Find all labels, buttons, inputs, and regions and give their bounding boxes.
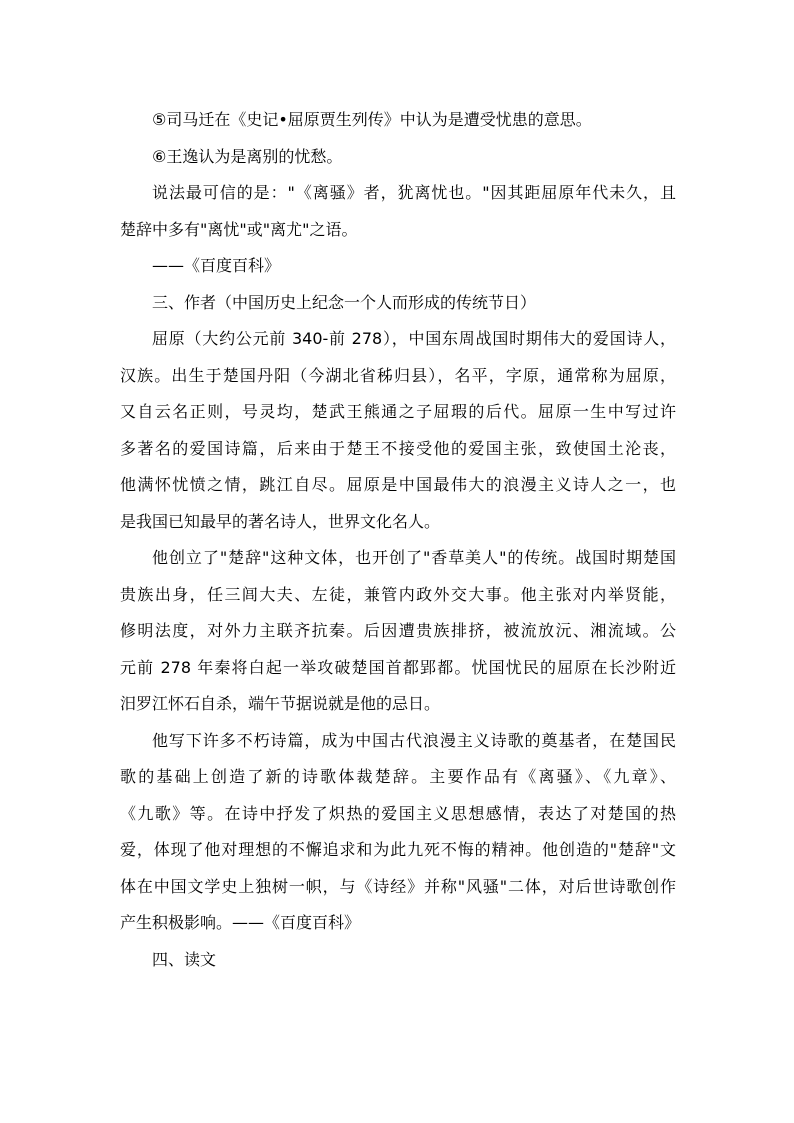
bio-3-line-4: 爱，体现了他对理想的不懈追求和为此九死不悔的精神。他创造的"楚辞"文 — [120, 840, 676, 859]
bio-1-line-4: 多著名的爱国诗篇，后来由于楚王不接受他的爱国主张，致使国土沦丧， — [120, 438, 676, 458]
biography-paragraph-2 — [120, 540, 676, 723]
biography-paragraph-1 — [120, 321, 676, 540]
bio-2-line-4: 元前 278 年秦将白起一举攻破楚国首都郢都。忧国忧民的屈原在长沙附近 — [120, 657, 676, 677]
list-item-6 — [120, 139, 676, 176]
bio-3-line-2: 歌的基础上创造了新的诗歌体裁楚辞。主要作品有《离骚》、《九章》、 — [120, 767, 676, 786]
section-3-heading — [120, 285, 676, 322]
bio-3-line-3: 《九歌》等。在诗中抒发了炽热的爱国主义思想感情，表达了对楚国的热 — [120, 803, 676, 823]
bio-3-line-1: 他写下许多不朽诗篇，成为中国古代浪漫主义诗歌的奠基者，在楚国民 — [152, 730, 676, 750]
document-body — [120, 102, 676, 978]
section-4-heading-text: 四、读文 — [152, 949, 217, 969]
bio-2-line-1: 他创立了"楚辞"这种文体，也开创了"香草美人"的传统。战国时期楚国 — [152, 548, 676, 567]
bio-1-line-2: 汉族。出生于楚国丹阳（今湖北省秭归县），名平，字原，通常称为屈原， — [120, 365, 676, 385]
bio-1-line-5: 他满怀忧愤之情，跳江自尽。屈原是中国最伟大的浪漫主义诗人之一，也 — [120, 475, 676, 494]
credible-line-2: 楚辞中多有"离忧"或"离尤"之语。 — [120, 219, 358, 239]
bio-1-line-6: 是我国已知最早的著名诗人，世界文化名人。 — [120, 511, 441, 531]
biography-paragraph-3 — [120, 723, 676, 942]
credible-line-1: 说法最可信的是："《离骚》者，犹离忧也。"因其距屈原年代未久，且 — [152, 183, 676, 202]
source-citation-text: ——《百度百科》 — [152, 256, 281, 275]
source-citation — [120, 248, 676, 285]
bio-2-line-3: 修明法度，对外力主联齐抗秦。后因遭贵族排挤，被流放沅、湘流域。公 — [120, 621, 676, 640]
bio-2-line-2: 贵族出身，任三闾大夫、左徒，兼管内政外交大事。他主张对内举贤能， — [120, 584, 676, 604]
credible-paragraph — [120, 175, 676, 248]
list-item-5 — [120, 102, 676, 139]
bio-1-line-3: 又自云名正则，号灵均，楚武王熊通之子屈瑕的后代。屈原一生中写过许 — [120, 402, 676, 421]
bio-1-line-1: 屈原（大约公元前 340-前 278），中国东周战国时期伟大的爱国诗人， — [152, 329, 676, 348]
list-item-6-text: ⑥王逸认为是离别的忧愁。 — [152, 146, 343, 166]
section-3-heading-text: 三、作者（中国历史上纪念一个人而形成的传统节日） — [152, 292, 537, 312]
bio-3-line-5: 体在中国文学史上独树一帜，与《诗经》并称"风骚"二体，对后世诗歌创作 — [120, 876, 676, 896]
list-item-5-text: ⑤司马迁在《史记•屈原贾生列传》中认为是遭受忧患的意思。 — [152, 110, 592, 129]
bio-2-line-5: 汨罗江怀石自杀，端午节据说就是他的忌日。 — [120, 694, 441, 713]
bio-3-line-6: 产生积极影响。——《百度百科》 — [120, 913, 361, 932]
section-4-heading — [120, 942, 676, 979]
